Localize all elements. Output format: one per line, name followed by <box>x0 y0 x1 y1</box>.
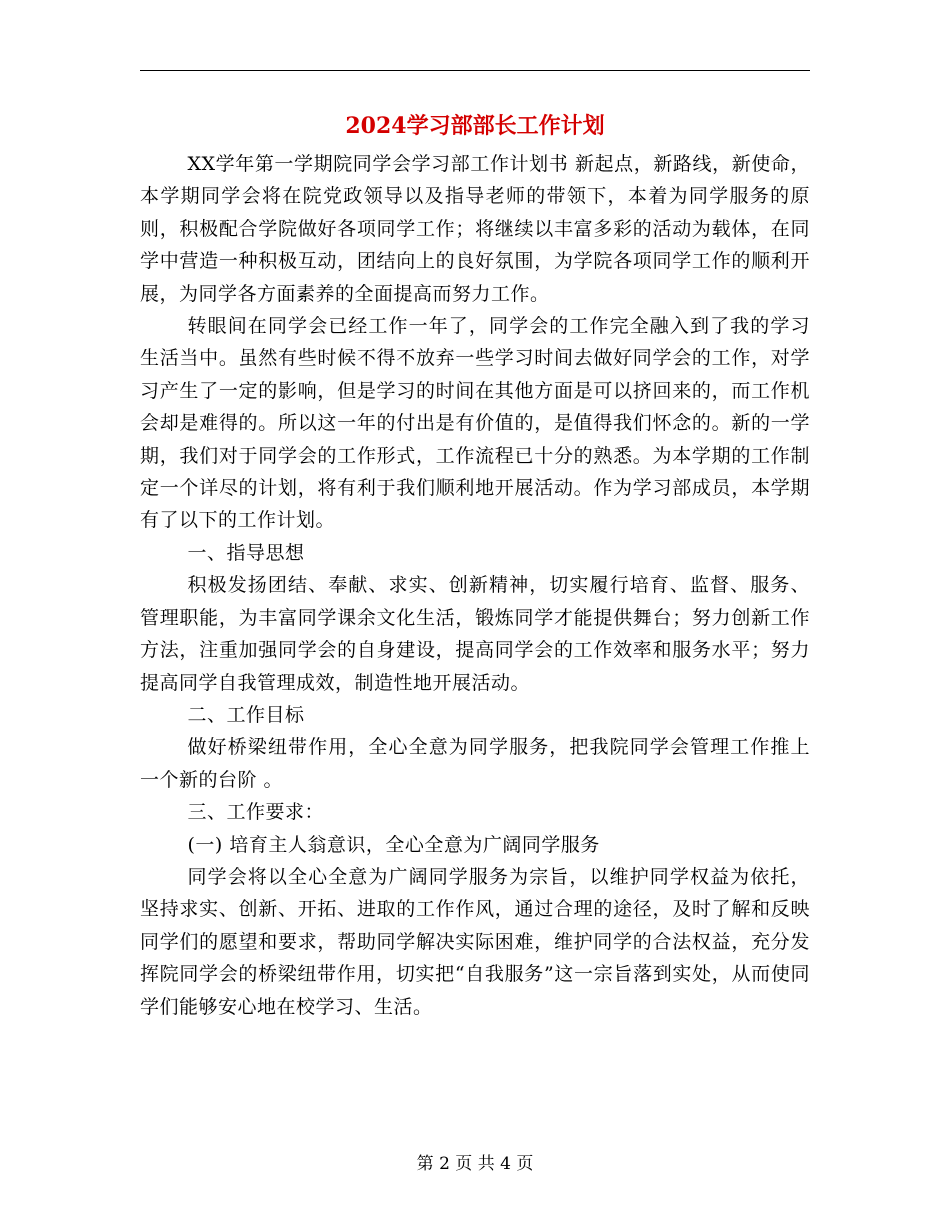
document-title: 2024学习部部长工作计划 <box>345 113 605 139</box>
paragraph-guiding-ideology: 积极发扬团结、奉献、求实、创新精神，切实履行培育、监督、服务、管理职能，为丰富同学课余文化生活，锻炼同学才能提供舞台；努力创新工作方法，注重加强同学会的自身建设，提高同学会的工作效率和服务水平；努力提高同学自我管理成效，制造性地开展活动。 <box>140 574 810 694</box>
section-heading-work-goals: 二、工作目标 <box>187 703 305 726</box>
document-body <box>140 148 810 1023</box>
paragraph-intro: XX学年第一学期院同学会学习部工作计划书 新起点，新路线，新使命，本学期同学会将在院党政领导以及指导老师的带领下，本着为同学服务的原则，积极配合学院做好各项同学工作；将继续以丰富多彩的活动为载体，在同学中营造一种积极互动，团结向上的良好氛围，为学院各项同学工作的顺利开展，为同学各方面素养的全面提高而努力工作。 <box>140 153 810 305</box>
paragraph-work-goals: 做好桥梁纽带作用，全心全意为同学服务，把我院同学会管理工作推上一个新的台阶 。 <box>140 736 810 791</box>
section-heading-work-requirements: 三、工作要求： <box>187 801 325 824</box>
paragraph-ownership: 同学会将以全心全意为广阔同学服务为宗旨，以维护同学权益为依托，坚持求实、创新、开拓、进取的工作作风，通过合理的途径，及时了解和反映同学们的愿望和要求，帮助同学解决实际困难，维护同学的合法权益，充分发挥院同学会的桥梁纽带作用，切实把“自我服务”这一宗旨落到实处，从而使同学们能够安心地在校学习、生活。 <box>140 865 810 1018</box>
subsection-heading-ownership: (一) 培育主人翁意识，全心全意为广阔同学服务 <box>187 833 600 856</box>
page-number: 第 2 页 共 4 页 <box>416 1154 534 1174</box>
paragraph-reflection: 转眼间在同学会已经工作一年了，同学会的工作完全融入到了我的学习生活当中。虽然有些时候不得不放弃一些学习时间去做好同学会的工作，对学习产生了一定的影响，但是学习的时间在其他方面是可以挤回来的，而工作机会却是难得的。所以这一年的付出是有价值的，是值得我们怀念的。新的一学期，我们对于同学会的工作形式，工作流程已十分的熟悉。为本学期的工作制定一个详尽的计划，将有利于我们顺利地开展活动。作为学习部成员，本学期有了以下的工作计划。 <box>140 315 810 532</box>
header-rule <box>140 70 810 71</box>
section-heading-guiding-ideology: 一、指导思想 <box>187 541 305 564</box>
